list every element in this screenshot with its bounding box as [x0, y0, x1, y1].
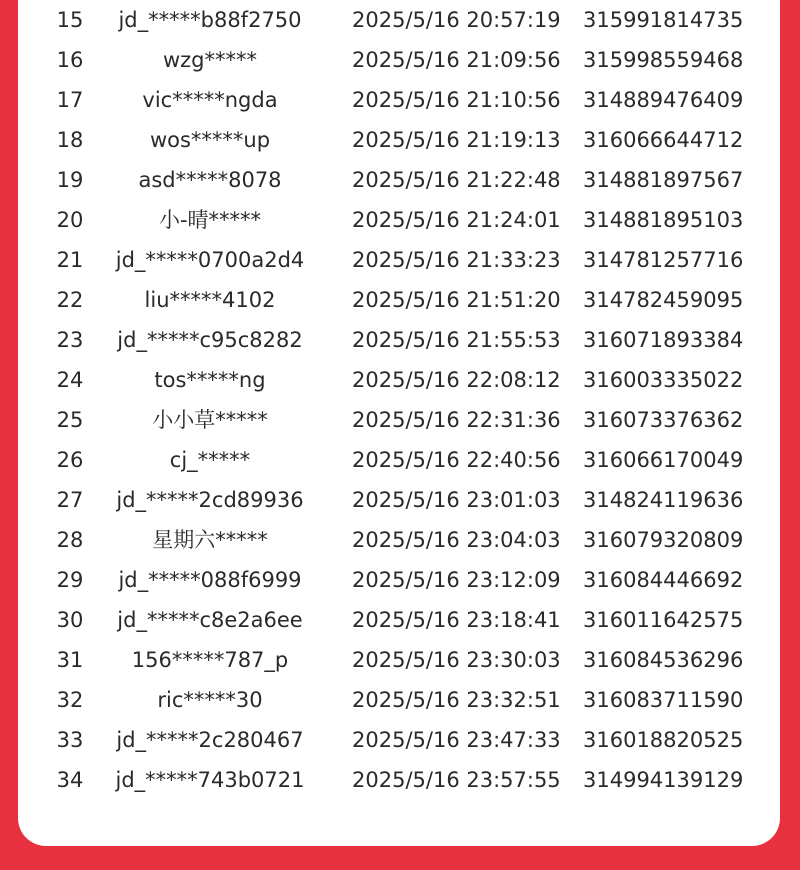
row-order-number: 316011642575: [583, 608, 744, 632]
row-index: 17: [56, 88, 84, 112]
row-index: 22: [56, 288, 84, 312]
row-index: 32: [56, 688, 84, 712]
row-timestamp: 2025/5/16 21:33:23: [352, 248, 561, 272]
row-username: jd_*****0700a2d4: [115, 248, 305, 272]
row-timestamp: 2025/5/16 23:12:09: [352, 568, 561, 592]
row-order-number: 314781257716: [583, 248, 744, 272]
row-timestamp: 2025/5/16 21:19:13: [352, 128, 561, 152]
row-username: wos*****up: [149, 128, 271, 152]
row-username: wzg*****: [162, 48, 258, 72]
row-username: jd_*****c8e2a6ee: [117, 608, 303, 632]
row-index: 28: [56, 528, 84, 552]
row-username: jd_*****c95c8282: [117, 328, 303, 352]
row-timestamp: 2025/5/16 23:32:51: [352, 688, 561, 712]
row-username: jd_*****b88f2750: [118, 8, 302, 32]
row-order-number: 315998559468: [583, 48, 744, 72]
row-username: 小-晴*****: [158, 208, 262, 232]
list-row: [18, 680, 780, 720]
row-index: 27: [56, 488, 84, 512]
list-row: [18, 240, 780, 280]
winners-list-card: [18, 0, 780, 846]
row-index: 31: [56, 648, 84, 672]
row-order-number: 316066170049: [583, 448, 744, 472]
row-order-number: 316084446692: [583, 568, 744, 592]
row-username: 156*****787_p: [131, 648, 289, 672]
row-username: tos*****ng: [154, 368, 266, 392]
row-index: 34: [56, 768, 84, 792]
row-index: 30: [56, 608, 84, 632]
row-timestamp: 2025/5/16 21:10:56: [352, 88, 561, 112]
list-row: [18, 0, 780, 40]
row-index: 29: [56, 568, 84, 592]
row-index: 19: [56, 168, 84, 192]
row-order-number: 316066644712: [583, 128, 744, 152]
row-username: vic*****ngda: [142, 88, 278, 112]
row-index: 23: [56, 328, 84, 352]
row-order-number: 314824119636: [583, 488, 744, 512]
list-row: [18, 200, 780, 240]
list-row: [18, 760, 780, 800]
row-order-number: 316079320809: [583, 528, 744, 552]
row-timestamp: 2025/5/16 22:08:12: [352, 368, 561, 392]
row-order-number: 316073376362: [583, 408, 744, 432]
row-index: 33: [56, 728, 84, 752]
row-order-number: 316071893384: [583, 328, 744, 352]
list-row: [18, 520, 780, 560]
row-timestamp: 2025/5/16 23:30:03: [352, 648, 561, 672]
row-username: 星期六*****: [152, 528, 268, 552]
list-row: [18, 400, 780, 440]
row-username: asd*****8078: [138, 168, 282, 192]
row-timestamp: 2025/5/16 21:51:20: [352, 288, 561, 312]
row-timestamp: 2025/5/16 23:01:03: [352, 488, 561, 512]
row-username: jd_*****743b0721: [115, 768, 305, 792]
row-username: liu*****4102: [144, 288, 276, 312]
row-timestamp: 2025/5/16 23:18:41: [352, 608, 561, 632]
row-username: jd_*****2c280467: [116, 728, 304, 752]
row-order-number: 316003335022: [583, 368, 744, 392]
row-username: jd_*****088f6999: [118, 568, 302, 592]
row-index: 20: [56, 208, 84, 232]
row-username: jd_*****2cd89936: [116, 488, 304, 512]
row-order-number: 314889476409: [583, 88, 744, 112]
row-timestamp: 2025/5/16 20:57:19: [352, 8, 561, 32]
row-order-number: 316084536296: [583, 648, 744, 672]
row-order-number: 316083711590: [583, 688, 744, 712]
row-username: ric*****30: [157, 688, 263, 712]
row-timestamp: 2025/5/16 21:09:56: [352, 48, 561, 72]
list-row: [18, 480, 780, 520]
row-order-number: 314881895103: [583, 208, 744, 232]
list-row: [18, 80, 780, 120]
row-username: 小小草*****: [152, 408, 268, 432]
row-index: 25: [56, 408, 84, 432]
row-index: 18: [56, 128, 84, 152]
row-order-number: 314994139129: [583, 768, 744, 792]
list-row: [18, 440, 780, 480]
row-username: cj_*****: [169, 448, 251, 472]
row-timestamp: 2025/5/16 22:31:36: [352, 408, 561, 432]
row-order-number: 315991814735: [583, 8, 744, 32]
list-row: [18, 320, 780, 360]
list-row: [18, 560, 780, 600]
row-timestamp: 2025/5/16 23:57:55: [352, 768, 561, 792]
row-index: 26: [56, 448, 84, 472]
row-order-number: 314782459095: [583, 288, 744, 312]
list-row: [18, 40, 780, 80]
list-row: [18, 120, 780, 160]
row-index: 24: [56, 368, 84, 392]
list-row: [18, 600, 780, 640]
row-timestamp: 2025/5/16 23:04:03: [352, 528, 561, 552]
row-timestamp: 2025/5/16 21:24:01: [352, 208, 561, 232]
row-timestamp: 2025/5/16 23:47:33: [352, 728, 561, 752]
list-row: [18, 360, 780, 400]
list-row: [18, 160, 780, 200]
row-timestamp: 2025/5/16 22:40:56: [352, 448, 561, 472]
list-row: [18, 720, 780, 760]
row-timestamp: 2025/5/16 21:22:48: [352, 168, 561, 192]
row-timestamp: 2025/5/16 21:55:53: [352, 328, 561, 352]
list-row: [18, 640, 780, 680]
row-order-number: 314881897567: [583, 168, 744, 192]
list-row: [18, 280, 780, 320]
row-order-number: 316018820525: [583, 728, 744, 752]
row-index: 15: [56, 8, 84, 32]
row-index: 16: [56, 48, 84, 72]
row-index: 21: [56, 248, 84, 272]
